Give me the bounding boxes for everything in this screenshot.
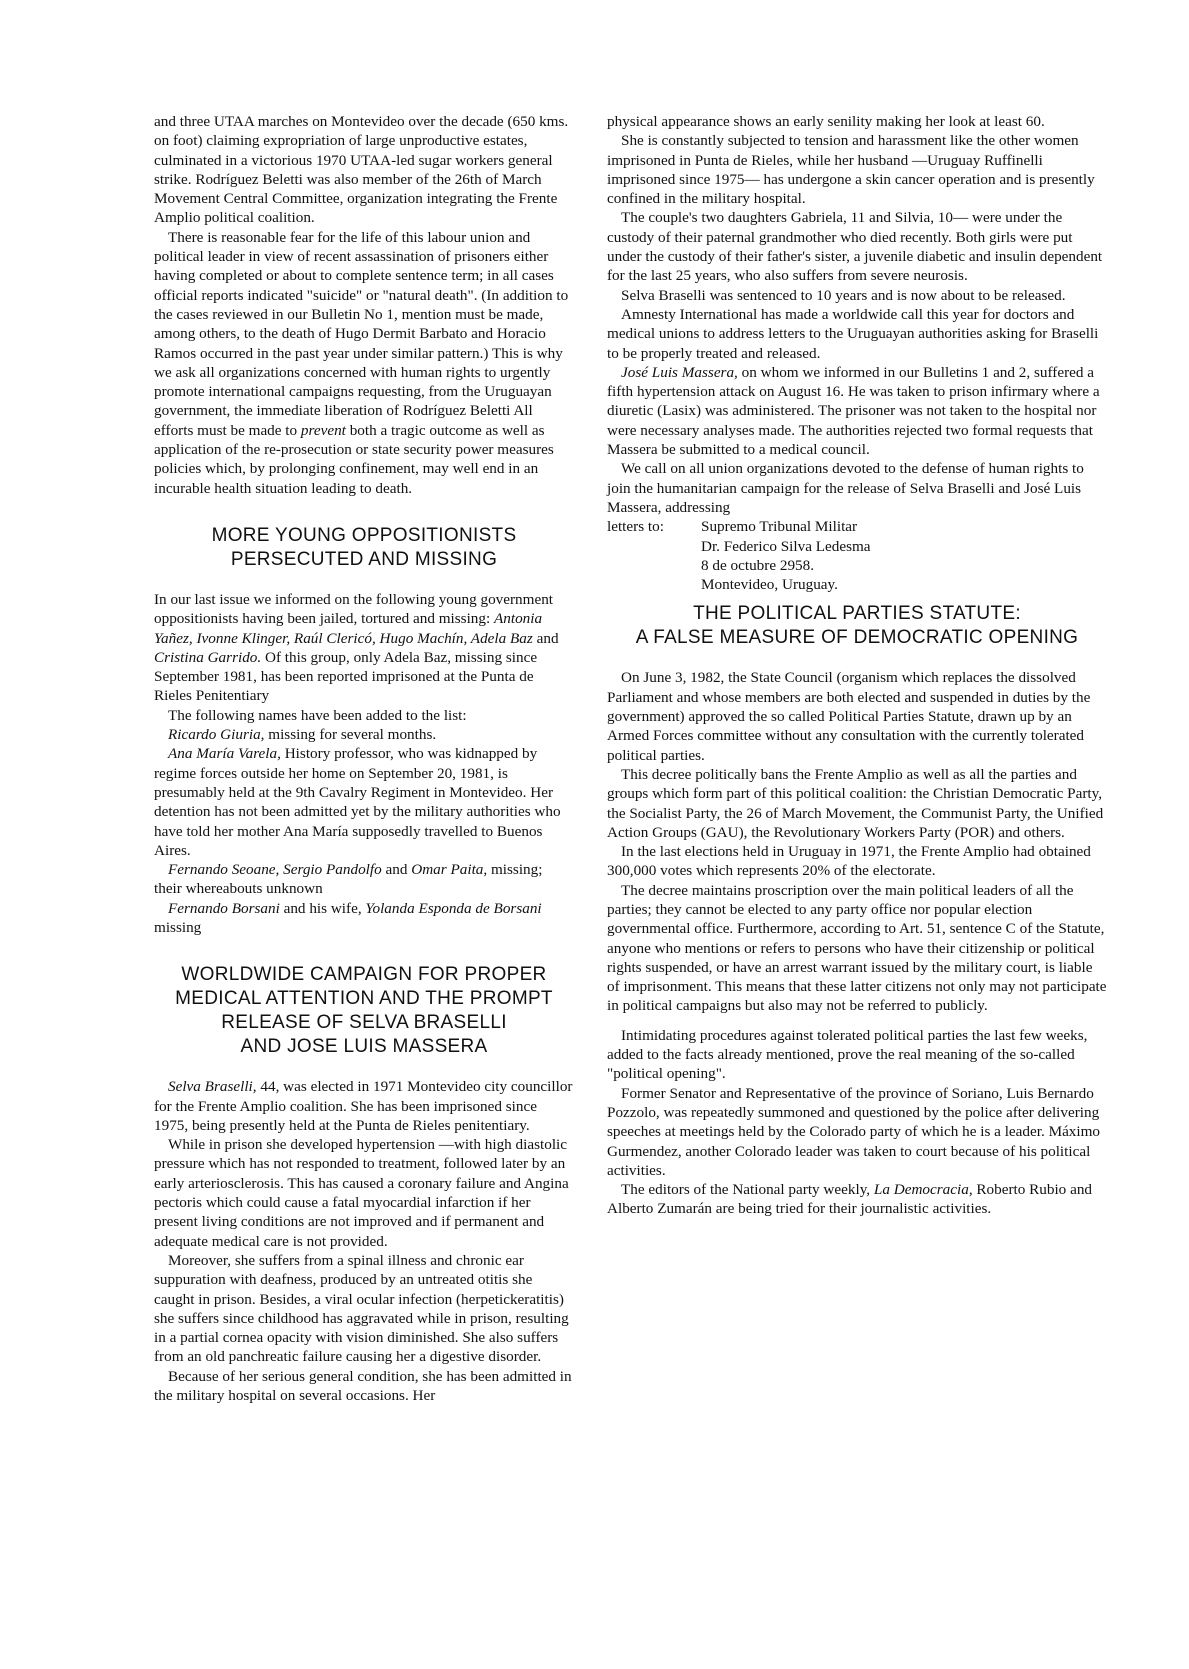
heading-line: RELEASE OF SELVA BRASELLI [221,1012,507,1034]
heading-line: PERSECUTED AND MISSING [230,548,498,570]
young-and: and [536,629,559,647]
heading-political-parties-statute [607,602,1107,650]
seoane-text: missing; their whereabouts unknown [154,861,543,898]
braselli-name: Selva Braselli, [168,1078,257,1096]
editors-start: The editors of the National party weekly, [621,1181,871,1199]
heading-line: THE POLITICAL PARTIES STATUTE: [693,603,1021,625]
giuria-name: Ricardo Giuria, [168,726,265,744]
fear-emphasis: prevent [300,421,346,439]
left-column [154,112,574,1405]
borsani-paragraph [154,899,574,938]
address-lines [701,517,871,594]
borsani-mid: and his wife, [283,899,362,917]
fear-text: There is reasonable fear for the life of this labour union and political leader in view of recent assassination of prisoners either having completed or about to complete sentence term; in all cases official reports indicated "suicide" or "natural death". (In addition to the cases reviewed in our Bulletin No 1, mention must be made, among others, to the death of Hugo Dermit Barbato and Horacio Ramos occurred in the past year under similar pattern.) This is why we ask all organizations concerned with human rights to urgently promote international campaigns requesting, from the Uruguayan government, the immediate liberation of Rodríguez Beletti All efforts must be made to [154,228,569,439]
address-block [607,517,1107,594]
elections-paragraph: In the last elections held in Uruguay in 1971, the Frente Amplio had obtained 300,000 votes which represents 20% of the electorate. [607,843,1091,880]
young-end: Of this group, only Adela Baz, missing since September 1981, has been reported imprisoned at the Punta de Rieles Penitentiary [154,648,538,705]
giuria-paragraph [154,725,574,744]
young-intro: In our last issue we informed on the following young government oppositionists having been jailed, tortured and missing: [154,590,554,628]
editors-paragraph [607,1180,1107,1219]
decree-paragraph: This decree politically bans the Frente Amplio as well as all the parties and groups which form part of this political coalition: the Christian Democratic Party, the Socialist Party, the 26 of March Movement, the Communist Party, the Unified Action Groups (GAU), the Revolutionary Workers Party (POR) and others. [607,765,1104,841]
varela-paragraph [154,744,574,860]
letters-label: letters to: [607,518,664,536]
varela-name: Ana María Varela, [168,745,281,763]
june-paragraph: On June 3, 1982, the State Council (organism which replaces the dissolved Parliament and whose members are both elected and suspended in duties by the government) approved the so called Political Parties Statute, drawn up by an Armed Forces committee without any consultation with the currently tolerated political parties. [607,669,1091,764]
paita-name: Omar Paita, [411,861,488,879]
seoane-names: Fernando Seoane, Sergio Pandolfo [168,861,382,879]
sentence-paragraph: Selva Braselli was sentenced to 10 years and is now about to be released. [621,286,1066,304]
borsani-wife: Yolanda Esponda de Borsani [365,899,542,917]
seoane-and: and [385,861,408,879]
young-name-last: Cristina Garrido. [154,648,262,666]
amnesty-paragraph: Amnesty International has made a worldwide call this year for doctors and medical unions to address letters to the Uruguayan authorities asking for Braselli to be properly treated and released. [607,305,1099,362]
borsani-text: missing [154,918,202,936]
heading-line: A FALSE MEASURE OF DEMOCRATIC OPENING [635,627,1079,649]
young-paragraph [154,590,574,706]
borsani-name: Fernando Borsani [168,899,280,917]
massera-name: José Luis Massera, [621,363,738,381]
right-column [607,112,1107,1219]
daughters-paragraph: The couple's two daughters Gabriela, 11 and Silvia, 10— were under the custody of their paternal grandmother who died recently. Both girls were put under the custody of their father's sister, a juvenile diabetic and insulin dependent for the last 25 years, who also suffers from severe neurosis. [607,209,1103,285]
address-line: 8 de octubre 2958. [701,556,815,574]
heading-line: AND JOSE LUIS MASSERA [240,1036,488,1058]
editors-paper: La Democracia, [873,1181,973,1199]
editors-end: Roberto Rubio and Alberto Zumarán are being tried for their journalistic activities. [607,1181,1093,1218]
proscription-paragraph: The decree maintains proscription over the main political leaders of all the parties; they cannot be elected to any party office nor popular election governmental office. Furthermore, according to Art. 51, sentence C of the Statute, anyone who mentions or refers to persons who have their citizenship or political rights suspended, or have an arrest warrant issued by the military court, is liable of imprisonment. This means that these latter citizens not only may not participate in political campaigns but also may not be referred to publicly. [607,881,1107,1015]
massera-paragraph [607,363,1107,459]
address-line: Montevideo, Uruguay. [701,576,838,594]
heading-line: MEDICAL ATTENTION AND THE PROMPT [175,988,553,1010]
fear-paragraph [154,228,574,498]
braselli-paragraph [154,1077,574,1135]
address-line: Supremo Tribunal Militar [701,518,858,536]
fear-text-end: both a tragic outcome as well as application of the re-prosecution or state security power measures policies which, by prolonging confinement, may well end in an incurable health situation leading to death. [154,421,554,497]
massera-text: on whom we informed in our Bulletins 1 and 2, suffered a fifth hypertension attack on August 16. He was taken to prison infirmary where a diuretic (Lasix) was administered. The prisoner was not taken to the hospital nor were necessary analyses made. The authorities rejected two formal requests that Massera be submitted to a medical council. [607,363,1100,459]
giuria-text: missing for several months. [268,726,437,744]
braselli-text: 44, was elected in 1971 Montevideo city councillor for the Frente Amplio coalition. She has been imprisoned since 1975, being presently held at the Punta de Rieles penitentiary. [154,1078,573,1134]
heading-line: MORE YOUNG OPPOSITIONISTS [211,524,517,546]
address-line: Dr. Federico Silva Ledesma [701,537,871,555]
varela-text: History professor, who was kidnapped by regime forces outside her home on September 20, 1981, is presumably held at the 9th Cavalry Regiment in Montevideo. Her detention has not been admitted yet by the military authorities who have told her mother Ana María supposedly travelled to Buenos Aires. [154,745,561,859]
condition-paragraph: Because of her serious general condition, she has been admitted in the military hospital on several occasions. Her [154,1367,572,1405]
intimidating-paragraph: Intimidating procedures against tolerated political parties the last few weeks, added to the facts already mentioned, prove the real meaning of the so-called "political opening". [607,1026,1088,1083]
heading-young-oppositionists [154,524,574,572]
tension-paragraph: She is constantly subjected to tension and harassment like the other women imprisoned in Punta de Rieles, while her husband —Uruguay Ruffinelli imprisoned since 1975— has undergone a skin cancer operation and is presently confined in the military hospital. [607,132,1095,208]
prison-paragraph: While in prison she developed hypertension —with high diastolic pressure which has not responded to treatment, followed later by an early arteriosclerosis. This has caused a coronary failure and Angina pectoris which could cause a fatal myocardial infarction if her present living conditions are not improved and if permanent and adequate medical care is not provided. [154,1136,569,1250]
continued-paragraph: physical appearance shows an early senility making her look at least 60. [607,113,1045,130]
intro-paragraph: and three UTAA marches on Montevideo over the decade (650 kms. on foot) claiming expropriation of large unproductive estates, culminated in a victorious 1970 UTAA-led sugar workers general strike. Rodríguez Beletti was also member of the 26th of March Movement Central Committee, organization integrating the Frente Amplio political coalition. [154,113,569,227]
seoane-paragraph [154,860,574,899]
heading-worldwide-campaign [154,963,574,1059]
pozzolo-paragraph: Former Senator and Representative of the province of Soriano, Luis Bernardo Pozzolo, was repeatedly summoned and questioned by the police after delivering speeches at meetings held by the Colorado party of which he is a leader. Máximo Gurmendez, another Colorado leader was taken to court because of his political activities. [607,1084,1101,1179]
added-list-line: The following names have been added to the list: [168,706,467,724]
heading-line: WORLDWIDE CAMPAIGN FOR PROPER [181,964,547,986]
call-paragraph: We call on all union organizations devoted to the defense of human rights to join the humanitarian campaign for the release of Selva Braselli and José Luis Massera, addressing [607,460,1084,516]
spinal-paragraph: Moreover, she suffers from a spinal illness and chronic ear suppuration with deafness, produced by an untreated otitis she caught in prison. Besides, a viral ocular infection (herpetickeratitis) she suffers since childhood has aggravated while in prison, resulting in a partial cornea opacity with vision diminished. She also suffers from an old panchreatic failure causing her a digestive disorder. [154,1251,569,1366]
young-names: Antonia Yañez, Ivonne Klinger, Raúl Clericó, Hugo Machín, Adela Baz [154,610,543,647]
